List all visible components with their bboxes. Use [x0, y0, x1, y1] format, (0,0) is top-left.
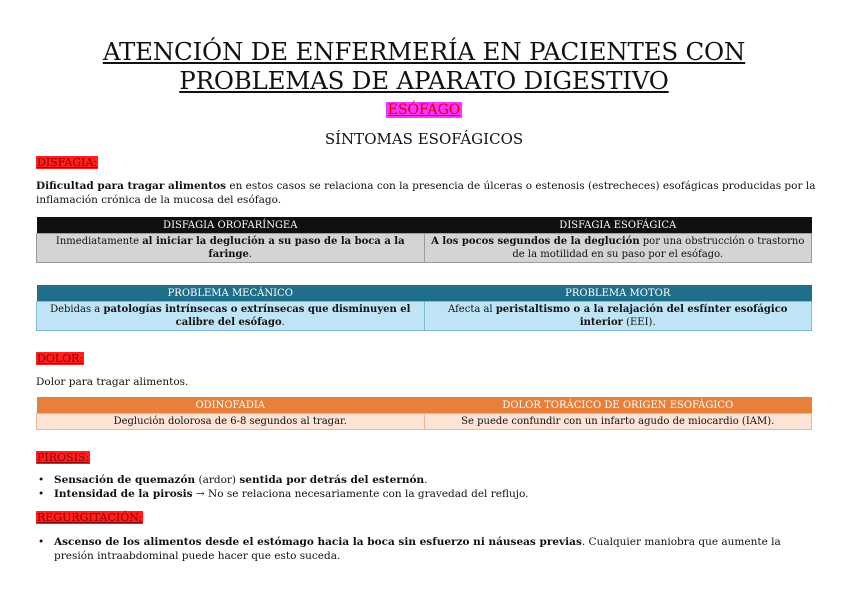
table-header: DISFAGIA OROFARÍNGEA	[37, 217, 425, 234]
title-line-1: ATENCIÓN DE ENFERMERÍA EN PACIENTES CON	[102, 37, 746, 66]
item-bold: Sensación de quemazón	[54, 474, 196, 486]
cell-bold: al iniciar la deglución a su paso de la boca a la faringe	[142, 236, 405, 260]
table-header: DOLOR TORÁCICO DE ORIGEN ESOFÁGICO	[424, 397, 812, 414]
cell-text: Afecta al	[448, 304, 496, 315]
cell-text: Inmediatamente	[55, 236, 143, 247]
disfagia-intro-bold: Dificultad para tragar alimentos	[36, 180, 227, 192]
table-cell	[424, 302, 812, 331]
cell-bold: patologías intrínsecas o extrínsecas que disminuyen el calibre del esófago	[103, 304, 411, 328]
cell-text: por una obstrucción o trastorno de la motilidad en su paso por el esófago.	[512, 236, 805, 260]
table-header: ODINOFADIA	[37, 397, 425, 414]
item-text: .	[424, 474, 428, 486]
item-text: . Cualquier maniobra que aumente la presión intraabdominal puede hacer que esto suceda.	[54, 536, 781, 562]
section-title: SÍNTOMAS ESOFÁGICOS	[324, 130, 524, 148]
cell-bold: A los pocos segundos de la deglución	[431, 236, 640, 247]
list-item	[36, 535, 812, 563]
subject-label: ESÓFAGO	[387, 102, 461, 118]
disfagia-intro-text: en estos casos se relaciona con la presencia de úlceras o estenosis (estrecheces) esofágicas producidas por la inflamación crónica de la mucosa del esófago.	[36, 180, 816, 206]
document-title	[0, 37, 848, 95]
table-header: PROBLEMA MOTOR	[424, 285, 812, 302]
table-cell	[37, 234, 425, 263]
disfagia-cause-table	[36, 285, 812, 331]
dolor-text: Dolor para tragar alimentos.	[36, 376, 189, 388]
item-text: (ardor)	[195, 474, 240, 486]
table-header: PROBLEMA MECÁNICO	[37, 285, 425, 302]
regurgitacion-tag: REGURGITACIÓN:	[37, 511, 143, 524]
cell-text: .	[248, 249, 253, 260]
item-bold: sentida por detrás del esternón	[239, 474, 425, 486]
item-bold: Ascenso de los alimentos desde el estómago hacia la boca sin esfuerzo ni náuseas previas	[54, 536, 582, 548]
table-header: DISFAGIA ESOFÁGICA	[424, 217, 812, 234]
dolor-table	[36, 397, 812, 430]
subject-heading	[0, 102, 848, 118]
cell-text: Debidas a	[50, 304, 104, 315]
table-cell	[424, 234, 812, 263]
disfagia-tag: DISFAGIA:	[37, 156, 98, 169]
cell-text: (EEI).	[622, 317, 656, 328]
item-bold: Intensidad de la pirosis	[54, 488, 193, 500]
table-cell	[37, 302, 425, 331]
list-item	[36, 487, 812, 501]
table-cell: Se puede confundir con un infarto agudo de miocardio (IAM).	[424, 414, 812, 430]
regurgitacion-list	[36, 535, 812, 563]
disfagia-intro	[36, 179, 816, 207]
cell-bold: peristaltismo o a la relajación del esfínter esofágico interior	[495, 304, 788, 328]
dolor-tag: DOLOR:	[37, 352, 84, 365]
table-cell: Deglución dolorosa de 6-8 segundos al tragar.	[37, 414, 425, 430]
disfagia-type-table	[36, 217, 812, 263]
cell-text: .	[281, 317, 285, 328]
list-item	[36, 473, 812, 487]
title-line-2: PROBLEMAS DE APARATO DIGESTIVO	[179, 66, 669, 95]
item-text: → No se relaciona necesariamente con la gravedad del reflujo.	[192, 488, 529, 500]
pirosis-tag: PIROSIS:	[37, 451, 90, 464]
pirosis-list	[36, 473, 812, 501]
